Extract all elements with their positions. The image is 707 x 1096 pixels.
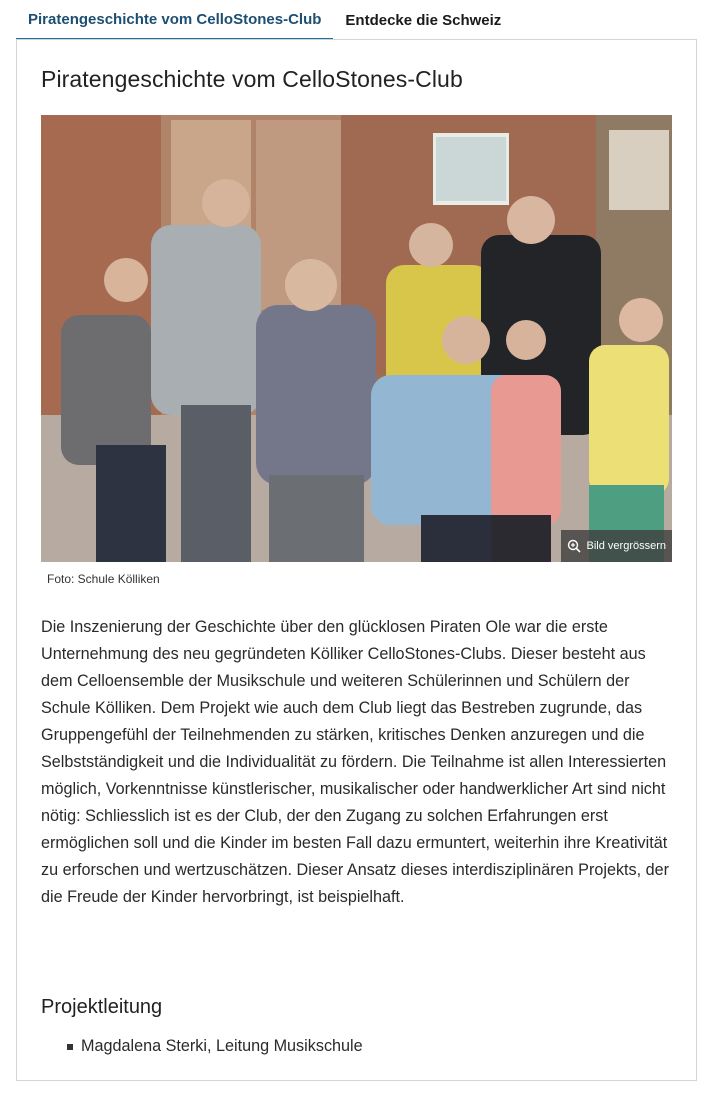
project-lead-list xyxy=(41,1034,363,1058)
photo-illustration xyxy=(41,115,672,562)
tab-panel xyxy=(16,39,697,1081)
tab-bar xyxy=(16,0,513,40)
tab-label: Entdecke die Schweiz xyxy=(345,11,502,29)
enlarge-image-label: Bild vergrössern xyxy=(586,540,666,552)
tab-entdecke-schweiz[interactable] xyxy=(333,0,513,40)
article-body: Die Inszenierung der Geschichte über den glücklosen Piraten Ole war die erste Unternehmung des neu gegründeten Kölliker CelloStones-Clubs. Dieser besteht aus dem Celloensemble der Musikschule und weiteren Schülerinnen und Schülern der Schule Kölliken. Dem Projekt wie auch dem Club liegt das Bestreben zugrunde, das Gruppengefühl der Teilnehmenden zu stärken, kritisches Denken anzuregen und die Selbstständigkeit und die Individualität zu fördern. Die Teilnahme ist allen Interessierten möglich, Vorkenntnisse künstlerischer, musikalischer oder handwerklicher Art sind nicht nötig: Schliesslich ist es der Club, der den Zugang zu solchen Erfahrungen erst ermöglichen soll und die Kinder im besten Fall dazu ermuntert, weiterhin ihre Kreativität zu erforschen und wertzuschätzen. Dieser Ansatz dieses interdisziplinären Projekts, der die Freude der Kinder hervorbringt, ist beispielhaft. xyxy=(41,618,670,906)
article-photo[interactable] xyxy=(41,115,672,562)
project-lead-heading: Projektleitung xyxy=(41,996,163,1018)
enlarge-image-button[interactable] xyxy=(561,530,672,562)
list-item: Magdalena Sterki, Leitung Musikschule xyxy=(41,1034,363,1058)
photo-caption: Foto: Schule Kölliken xyxy=(47,572,160,586)
tab-piratengeschichte[interactable] xyxy=(16,0,333,40)
tab-label: Piratengeschichte vom CelloStones-Club xyxy=(28,10,322,28)
article-title: Piratengeschichte vom CelloStones-Club xyxy=(41,66,463,92)
zoom-in-icon xyxy=(567,539,581,553)
